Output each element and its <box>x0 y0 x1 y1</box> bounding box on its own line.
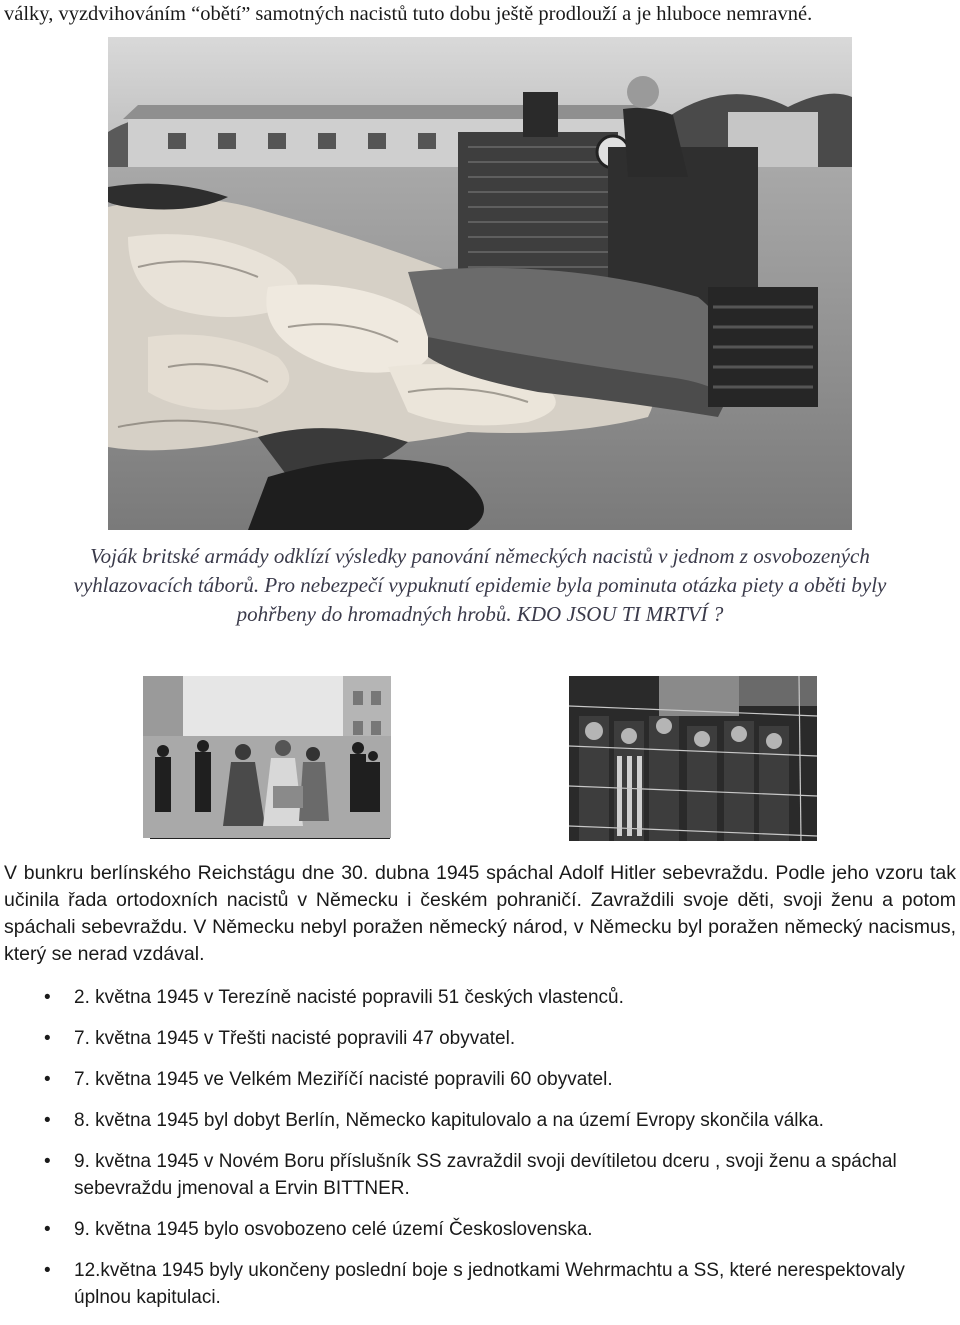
list-item-text: 9. května 1945 bylo osvobozeno celé území Československa. <box>74 1219 593 1240</box>
bullet-icon: • <box>44 1151 51 1172</box>
photo-left-underline <box>150 838 390 839</box>
photo-left-walking-people <box>143 676 391 838</box>
list-item <box>0 1107 960 1134</box>
list-item-text: 8. května 1945 byl dobyt Berlín, Německo kapitulovalo a na území Evropy skončila válka. <box>74 1110 824 1131</box>
main-photo <box>108 37 852 530</box>
caption-line-1: Voják britské armády odklízí výsledky panování německých nacistů v jednom z osvobozených <box>90 544 870 568</box>
main-photo-caption <box>20 542 940 629</box>
list-item <box>0 1066 960 1093</box>
list-item <box>0 1216 960 1243</box>
caption-question: KDO JSOU TI MRTVÍ ? <box>516 602 724 626</box>
hitler-paragraph: V bunkru berlínského Reichstágu dne 30. dubna 1945 spáchal Adolf Hitler sebevraždu. Podle jeho vzoru tak učinila řada ortodoxních nacistů v Německu i českém pohraničí. Zavraždili svoje děti, svoji ženu a potom spáchali sebevraždu. V Německu nebyl poražen německý národ, v Německu byl poražen německý nacismus, který se nerad vzdával. <box>4 862 956 965</box>
bullet-icon: • <box>44 1028 51 1049</box>
events-list <box>0 984 960 1325</box>
photo-right-prisoners <box>569 676 817 841</box>
bullet-icon: • <box>44 1110 51 1131</box>
list-item <box>0 984 960 1011</box>
bullet-icon: • <box>44 1219 51 1240</box>
list-item-text: 7. května 1945 v Třešti nacisté popravili 47 obyvatel. <box>74 1028 516 1049</box>
caption-line-3a: pohřbeny do hromadných hrobů. <box>236 602 517 626</box>
caption-line-3 <box>20 600 940 629</box>
list-item-text: 7. května 1945 ve Velkém Meziříčí nacisté popravili 60 obyvatel. <box>74 1069 613 1090</box>
bullet-icon: • <box>44 1260 51 1281</box>
top-text-line: války, vyzdvihováním “obětí” samotných nacistů tuto dobu ještě prodlouží a je hluboce nemravné. <box>4 3 813 25</box>
caption-line-2: vyhlazovacích táborů. Pro nebezpečí vypuknutí epidemie byla pominuta otázka piety a oběti byly <box>73 573 887 597</box>
list-item <box>0 1148 960 1202</box>
bullet-icon: • <box>44 1069 51 1090</box>
list-item-text: 9. května 1945 v Novém Boru příslušník SS zavraždil svoji devítiletou dceru , svoji ženu a spáchal sebevraždu jmenoval a Ervin BITTNER. <box>74 1151 897 1199</box>
list-item <box>0 1257 960 1311</box>
list-item-text: 2. května 1945 v Terezíně nacisté popravili 51 českých vlastenců. <box>74 987 624 1008</box>
list-item <box>0 1025 960 1052</box>
bullet-icon: • <box>44 987 51 1008</box>
list-item-text: 12.května 1945 byly ukončeny poslední boje s jednotkami Wehrmachtu a SS, které nerespektovaly úplnou kapitulaci. <box>74 1260 905 1308</box>
